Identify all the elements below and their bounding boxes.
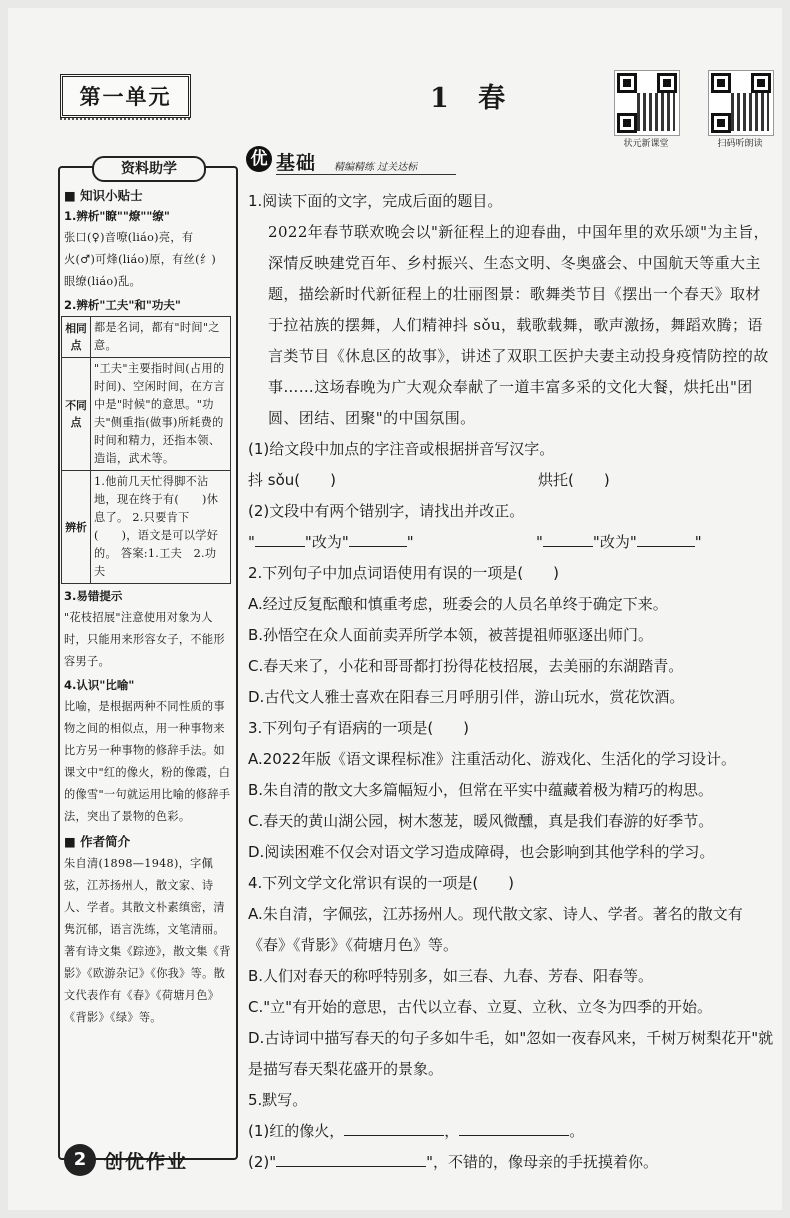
q2-option-c[interactable]: C.春天来了，小花和哥哥都打扮得花枝招展，去美丽的东湖踏青。 — [248, 657, 684, 675]
q3-option-c[interactable]: C.春天的黄山湖公园，树木葱茏，暖风微醺，真是我们春游的好季节。 — [248, 812, 714, 830]
q1-passage: 2022年春节联欢晚会以"新征程上的迎春曲，中国年里的欢乐颂"为主旨，深情反映建党百年、乡村振兴、生态文明、冬奥盛会、中国航天等重大主题，描绘新时代新征程上的壮丽图景：歌舞类节目《摆出一个春天》取材于拉祜族的摆舞，人们精神抖 sǒu，载歌载舞，歌声激扬，舞蹈欢腾；语言类节目《休息区的故事》，讲述了双职工医护夫妻主动投身疫情防控的故事……这场春晚为广大观众奉献了一道丰富多采的文化大餐，烘托出"团圆、团结、团聚"的中国氛围。 — [268, 223, 769, 427]
q4-option-d[interactable]: D.古诗词中描写春天的句子多如牛毛，如"忽如一夜春风来，千树万树梨花开"就是描写春天梨花盛开的景象。 — [248, 1029, 774, 1078]
item2-title: 2.辨析"工夫"和"功夫" — [64, 298, 181, 312]
table-cell-analyze: 1.他前几天忙得脚不沾地，现在终于有( )休息了。 2.只要肯下( )，语文是可以学好的。 答案:1.工夫 2.功夫 — [91, 471, 231, 584]
question-1 — [248, 186, 776, 1178]
table-cell-diff: "工夫"主要指时间(占用的时间)、空闲时间，在方言中是"时候"的意思。"功夫"侧重指(做事)所耗费的时间和精力，还指本领、造诣，武术等。 — [91, 358, 231, 471]
q1-sub1-b[interactable]: 烘托( ) — [538, 471, 610, 489]
author-title: ■ 作者简介 — [64, 834, 131, 849]
q3-option-a[interactable]: A.2022年版《语文课程标准》注重活动化、游戏化、生活化的学习设计。 — [248, 750, 736, 768]
q2-option-b[interactable]: B.孙悟空在众人面前卖弄所学本领，被菩提祖师驱逐出师门。 — [248, 626, 654, 644]
q5-sub2: (2)" "，不错的，像母亲的手抚摸着你。 — [248, 1153, 659, 1171]
q4-option-b[interactable]: B.人们对春天的称呼特别多，如三春、九春、芳春、阳春等。 — [248, 967, 654, 985]
q1-sub1-answers — [248, 465, 776, 496]
table-head-diff: 不同点 — [62, 358, 91, 471]
qr-label-course: 状元新课堂 — [623, 139, 669, 149]
unit-label: 第一单元 — [60, 74, 191, 118]
q5-blank-3[interactable] — [276, 1166, 426, 1167]
qr-code-course[interactable] — [614, 70, 680, 136]
page-number: 2 — [64, 1144, 96, 1176]
sidebar-panel — [58, 161, 238, 1160]
q3-option-d[interactable]: D.阅读困难不仅会对语文学习造成障碍，也会影响到其他学科的学习。 — [248, 843, 715, 861]
table-cell-same: 都是名词，都有"时间"之意。 — [91, 317, 231, 358]
lesson-title: 1 春 — [430, 83, 516, 114]
item3-text: "花枝招展"注意使用对象为人时，只能用来形容女子，不能形容男子。 — [64, 611, 225, 668]
author-text: 朱自清(1898—1948)，字佩弦，江苏扬州人，散文家、诗人、学者。其散文朴素缜密，清隽沉郁，语言洗练，文笔清丽。著有诗文集《踪迹》，散文集《背影》《欧游杂记》《你我》等。散文代表作有《春》《荷塘月色》《背影》《绿》等。 — [64, 857, 231, 1024]
q3-option-b[interactable]: B.朱自清的散文大多篇幅短小，但常在平实中蕴藏着极为精巧的构思。 — [248, 781, 714, 799]
q1-sub1-a[interactable]: 抖 sǒu( ) — [248, 471, 336, 489]
sidebar-title: 资料助学 — [92, 156, 206, 182]
item1-text: 张口(♀)音嘹(liáo)亮，有 火(♂)可烽(liáo)原，有丝(纟) 眼缭(liáo)乱。 — [64, 231, 216, 288]
q1-sub2-fill-a[interactable]: " "改为" " — [248, 533, 414, 551]
item4-text: 比喻，是根据两种不同性质的事物之间的相似点，用一种事物来比方另一种事物的修辞手法。如课文中"红的像火，粉的像霞，白的像雪"一句就运用比喻的修辞手法，突出了景物的色彩。 — [64, 700, 231, 823]
q4-stem: 4.下列文学文化常识有误的一项是( ) — [248, 874, 515, 892]
q5-blank-1[interactable] — [344, 1135, 444, 1136]
section-subtitle: 精编精练 过关达标 — [334, 162, 418, 173]
q1-stem: 1.阅读下面的文字，完成后面的题目。 — [248, 192, 503, 210]
q4-option-c[interactable]: C."立"有开始的意思，古代以立春、立夏、立秋、立冬为四季的开始。 — [248, 998, 713, 1016]
decorative-divider — [60, 118, 190, 126]
table-head-analyze: 辨析 — [62, 471, 91, 584]
q5-stem: 5.默写。 — [248, 1091, 308, 1109]
q5-sub1: (1)红的像火， ， 。 — [248, 1122, 585, 1140]
q1-sub2-answers — [248, 527, 776, 558]
q2-stem: 2.下列句子中加点词语使用有误的一项是( ) — [248, 564, 560, 582]
section-title: 基础 — [276, 152, 317, 174]
section-underline — [276, 174, 456, 175]
q4-option-a[interactable]: A.朱自清，字佩弦，江苏扬州人。现代散文家、诗人、学者。著名的散文有《春》《背影》《荷塘月色》等。 — [248, 905, 743, 954]
q5-blank-2[interactable] — [459, 1135, 569, 1136]
qr-code-reading[interactable] — [708, 70, 774, 136]
q1-sub2-fill-b[interactable]: " "改为" " — [536, 533, 702, 551]
item4-title: 4.认识"比喻" — [64, 678, 135, 692]
section-badge: 优 — [246, 146, 272, 172]
table-head-same: 相同点 — [62, 317, 91, 358]
item1-title: 1.辨析"瞭""燎""缭" — [64, 209, 170, 223]
q2-option-a[interactable]: A.经过反复酝酿和慎重考虑，班委会的人员名单终于确定下来。 — [248, 595, 668, 613]
q2-option-d[interactable]: D.古代文人雅士喜欢在阳春三月呼朋引伴，游山玩水，赏花饮酒。 — [248, 688, 685, 706]
item3-title: 3.易错提示 — [64, 589, 123, 603]
qr-label-reading: 扫码听朗读 — [717, 139, 763, 149]
q1-sub1: (1)给文段中加点的字注音或根据拼音写汉字。 — [248, 440, 555, 458]
q3-stem: 3.下列句子有语病的一项是( ) — [248, 719, 470, 737]
comparison-table — [61, 316, 231, 584]
footer-brand: 创优作业 — [104, 1151, 189, 1173]
q1-sub2: (2)文段中有两个错别字，请找出并改正。 — [248, 502, 525, 520]
knowledge-title: ■ 知识小贴士 — [64, 188, 143, 203]
